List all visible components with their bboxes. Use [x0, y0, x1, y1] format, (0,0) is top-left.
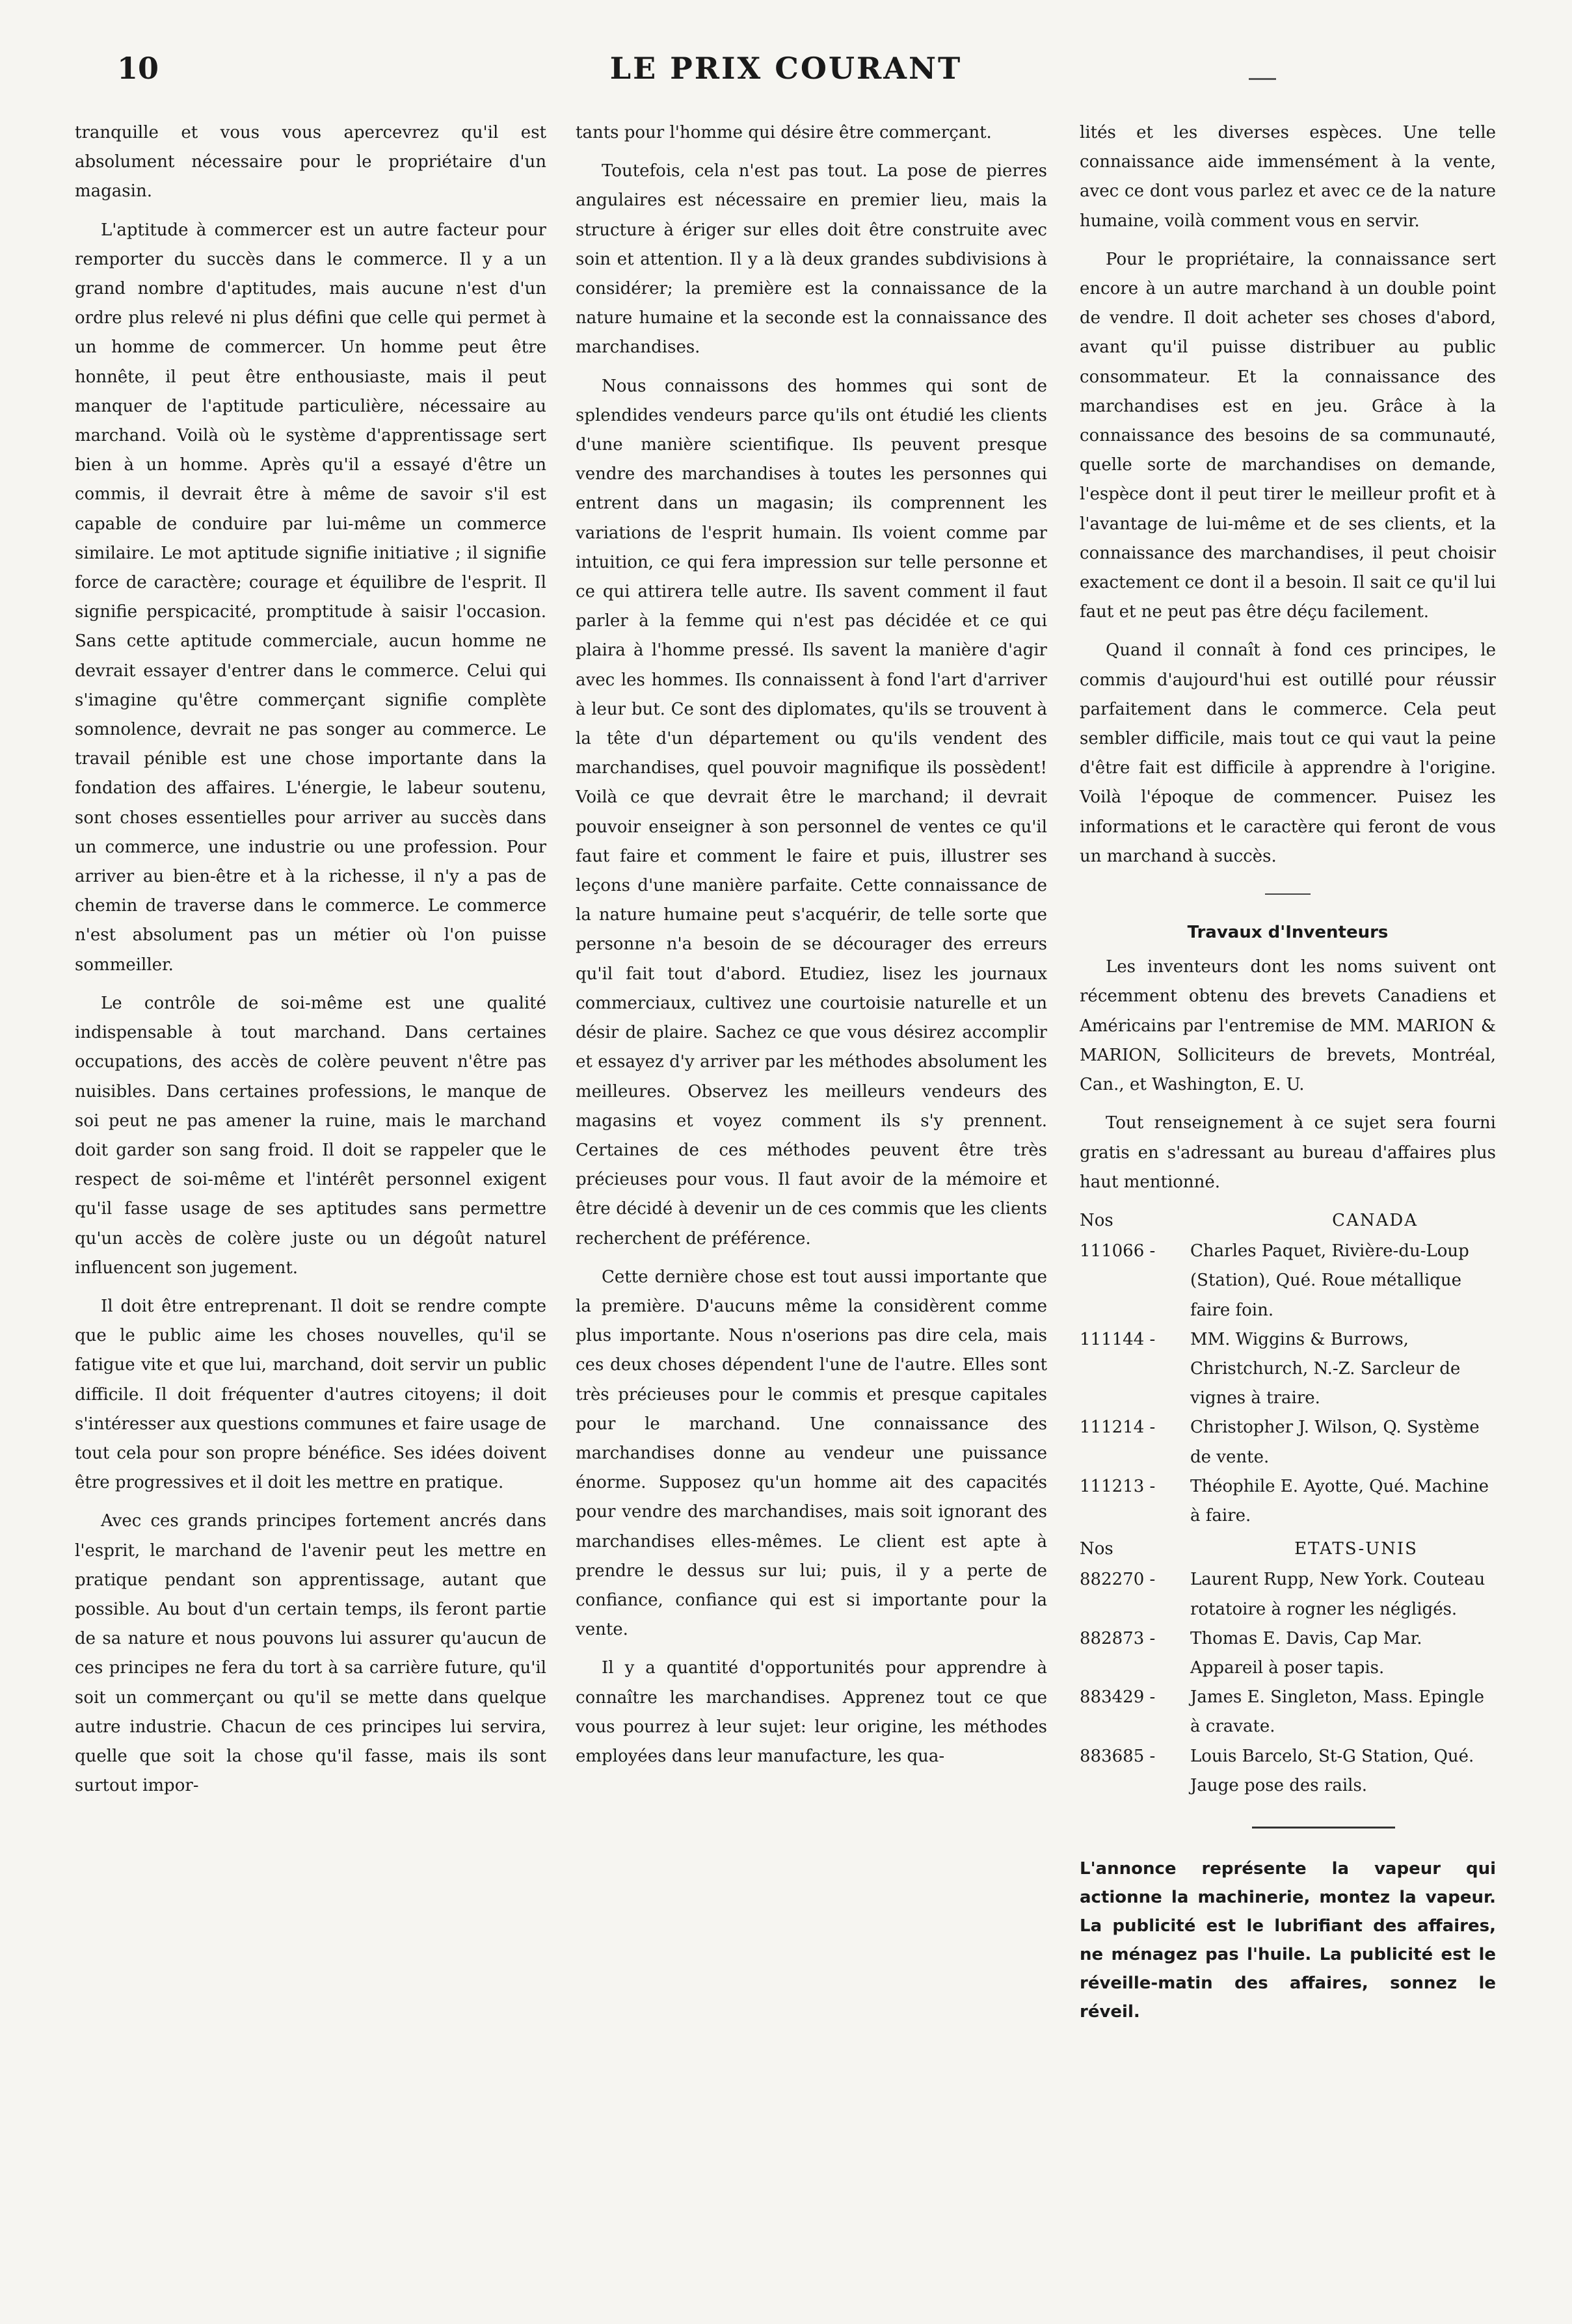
patent-text: Charles Paquet, Rivière-du-Loup (Station), Qué. Roue métallique faire foin. [1190, 1241, 1469, 1320]
patent-number: 111213 - [1080, 1476, 1156, 1496]
section-divider [1265, 893, 1311, 895]
patent-entry [1080, 1624, 1496, 1683]
patent-number: 883429 - [1080, 1687, 1156, 1708]
paragraph: Il y a quantité d'opportunités pour apprendre à connaître les marchandises. Apprenez tout ce que vous pourrez à leur sujet: leur origine, les méthodes employées dans leur manufacture, les qua- [576, 1658, 1047, 1766]
patent-entry [1080, 1683, 1496, 1741]
us-heading [1080, 1535, 1496, 1564]
patent-text: James E. Singleton, Mass. Epingle à cravate. [1190, 1687, 1485, 1737]
paragraph: Il doit être entreprenant. Il doit se rendre compte que le public aime les choses nouvelles, qu'il se fatigue vite et que lui, marchand, doit servir un public difficile. Il doit fréquenter d'autres citoyens; il doit s'intéresser aux questions communes et faire usage de tout cela pour son propre bénéfice. Ses idées doivent être progressives et il doit les mettre en pratique. [75, 1296, 546, 1493]
patent-text: MM. Wiggins & Burrows, Christchurch, N.-Z. Sarcleur de vignes à traire. [1190, 1329, 1461, 1408]
inventors-title: Travaux d'Inventeurs [1187, 923, 1389, 943]
patent-text: Laurent Rupp, New York. Couteau rotatoire à rogner les négligés. [1190, 1570, 1485, 1619]
patent-number: 882270 - [1080, 1570, 1156, 1590]
paragraph: tants pour l'homme qui désire être commerçant. [576, 123, 992, 142]
patent-text: Louis Barcelo, St-G Station, Qué. Jauge pose des rails. [1190, 1746, 1474, 1795]
paragraph: Nous connaissons des hommes qui sont de splendides vendeurs parce qu'ils ont étudié les clients d'une manière scientifique. Ils peuvent presque vendre des marchandises à toutes les personnes qui entrent dans un magasin; ils comprennent les variations de l'esprit humain. Ils voient comme par intuition, ce qui fera impression sur telle personne et ce qui attirera telle autre. Ils savent comment il faut parler à la femme qui n'est pas décidée et ce qui plaira à l'homme pressé. Ils savent la manière d'agir avec les hommes. Ils connaissent à fond l'art d'arriver à leur but. Ce sont des diplomates, qu'ils se trouvent à la tête d'un département ou qu'ils vendent des marchandises, quel pouvoir magnifique ils possèdent! Voilà ce que devrait être le marchand; il devrait pouvoir enseigner à son personnel de ventes ce qu'il faut faire et comment le faire et puis, illustrer ses leçons d'une manière parfaite. Cette connaissance de la nature humaine peut s'acquérir, de telle sorte que personne n'a besoin de se décourager des erreurs qu'il fait tout d'abord. Etudiez, lisez les journaux commerciaux, cultivez une courtoisie naturelle et un désir de plaire. Sachez ce que vous désirez accomplir et essayez d'y arriver par les méthodes absolument les meilleures. Observez les meilleurs vendeurs des magasins et voyez comment ils s'y prennent. Certaines de ces méthodes peuvent être très précieuses pour vous. Il faut avoir de la mémoire et être décidé à devenir un de ces commis que les clients recherchent de préférence. [576, 376, 1047, 1248]
patent-number: 111214 - [1080, 1418, 1156, 1438]
publication-title: LE PRIX COURANT [609, 51, 963, 86]
page-header [0, 51, 1572, 96]
patent-number: 882873 - [1080, 1628, 1156, 1648]
column-1 [75, 118, 546, 1810]
patent-number: 111144 - [1080, 1329, 1156, 1349]
patent-entry [1080, 1742, 1496, 1801]
patent-entry [1080, 1237, 1496, 1325]
inventors-note: Tout renseignement à ce sujet sera fourni gratis en s'adressant au bureau d'affaires plus haut mentionné. [1080, 1113, 1496, 1192]
paragraph: Pour le propriétaire, la connaissance sert encore à un autre marchand à un double point de vendre. Il doit acheter ses choses d'abord, avant qu'il puisse distribuer au public consommateur. Et la connaissance des marchandises est en jeu. Grâce à la connaissance des besoins de sa communauté, quelle sorte de marchandises on demande, l'espèce dont il peut tirer le meilleur profit et à l'avantage de lui-même et de ses clients, et la connaissance des marchandises, il peut choisir exactement ce dont il a besoin. Il sait ce qu'il lui faut et ne peut pas être déçu facilement. [1080, 249, 1496, 622]
inventors-section [1080, 918, 1496, 1801]
us-label: ETATS-UNIS [1294, 1539, 1418, 1559]
patent-entry [1080, 1413, 1496, 1472]
page-number: 10 [117, 51, 159, 86]
column-2 [576, 118, 1047, 1780]
inventors-intro: Les inventeurs dont les noms suivent ont récemment obtenu des brevets Canadiens et Américains par l'entremise de MM. MARION & MARION, Solliciteurs de brevets, Montréal, Can., et Washington, E. U. [1080, 957, 1496, 1095]
paragraph: tranquille et vous vous apercevrez qu'il est absolument nécessaire pour le propriétaire d'un magasin. [75, 123, 546, 202]
canada-label: CANADA [1332, 1210, 1418, 1230]
paragraph: Cette dernière chose est tout aussi importante que la première. D'aucuns même la considèrent comme plus importante. Nous n'oserions pas dire cela, mais ces deux choses dépendent l'une de l'autre. Elles sont très précieuses pour le commis et presque capitales pour le marchand. Une connaissance des marchandises donne au vendeur une puissance énorme. Supposez qu'un homme ait des capacités pour vendre des marchandises, mais soit ignorant des marchandises elles-mêmes. Le client est apte à prendre le dessus sur lui; puis, il y a perte de confiance, confiance qui est si importante pour la vente. [576, 1267, 1047, 1640]
patent-number: 111066 - [1080, 1241, 1156, 1261]
advertising-notice: L'annonce représente la vapeur qui actionne la machinerie, montez la vapeur. La publicité est le lubrifiant des affaires, ne ménagez pas l'huile. La publicité est le réveille-matin des affaires, sonnez le réveil. [1080, 1858, 1496, 2022]
patent-text: Christopher J. Wilson, Q. Système de vente. [1190, 1418, 1480, 1467]
nos-label: Nos [1080, 1210, 1113, 1230]
patent-text: Thomas E. Davis, Cap Mar. Appareil à poser tapis. [1190, 1628, 1422, 1678]
patent-text: Théophile E. Ayotte, Qué. Machine à faire. [1190, 1476, 1489, 1525]
header-dash [1249, 78, 1276, 80]
nos-label: Nos [1080, 1539, 1113, 1559]
patent-entry [1080, 1472, 1496, 1531]
paragraph: Toutefois, cela n'est pas tout. La pose de pierres angulaires est nécessaire en premier lieu, mais la structure à ériger sur elles doit être construite avec soin et attention. Il y a là deux grandes subdivisions à considérer; la première est la connaissance de la nature humaine et la seconde est la connaissance des marchandises. [576, 161, 1047, 358]
paragraph: lités et les diverses espèces. Une telle connaissance aide immensément à la vente, avec ce dont vous parlez et avec ce de la nature humaine, voilà comment vous en servir. [1080, 123, 1496, 231]
paragraph: Avec ces grands principes fortement ancrés dans l'esprit, le marchand de l'avenir peut les mettre en pratique pendant son apprentissage, autant que possible. Au bout d'un certain temps, ils feront partie de sa nature et nous pouvons lui assurer qu'aucun de ces principes ne fera du tort à sa carrière future, qu'il soit un commerçant ou qu'il se mette dans quelque autre industrie. Chacun de ces principes lui servira, quelle que soit la chose qu'il fasse, mais ils sont surtout impor- [75, 1511, 546, 1796]
patent-entry [1080, 1325, 1496, 1414]
section-divider [1252, 1827, 1395, 1829]
paragraph: L'aptitude à commercer est un autre facteur pour remporter du succès dans le commerce. Il y a un grand nombre d'aptitudes, mais aucune n'est d'un ordre plus relevé ni plus défini que celle qui permet à un homme de commercer. Un homme peut être honnête, il peut être enthousiaste, mais il peut manquer de l'aptitude particulière, nécessaire au marchand. Voilà où le système d'apprentissage sert bien à un homme. Après qu'il a essayé d'être un commis, il devrait être à même de savoir s'il est capable de conduire par lui-même un commerce similaire. Le mot aptitude signifie initiative ; il signifie force de caractère; courage et équilibre de l'esprit. Il signifie perspicacité, promptitude à saisir l'occasion. Sans cette aptitude commerciale, aucun homme ne devrait essayer d'entrer dans le commerce. Celui qui s'imagine qu'être commerçant signifie complète somnolence, devrait ne pas songer au commerce. Le travail pénible est une chose importante dans la fondation des affaires. L'énergie, le labeur soutenu, sont choses essentielles pour arriver au succès dans un commerce, une industrie ou une profession. Pour arriver au bien-être et à la richesse, il n'y a pas de chemin de traverse dans le commerce. Le commerce n'est absolument pas un métier où l'on puisse sommeiller. [75, 220, 546, 975]
patent-entry [1080, 1565, 1496, 1624]
column-3 [1080, 118, 1496, 2035]
paragraph: Quand il connaît à fond ces principes, le commis d'aujourd'hui est outillé pour réussir parfaitement dans le commerce. Cela peut sembler difficile, mais tout ce qui vaut la peine d'être fait est difficile à apprendre à l'origine. Voilà l'époque de commencer. Puisez les informations et le caractère qui feront de vous un marchand à succès. [1080, 640, 1496, 866]
canada-heading [1080, 1206, 1496, 1235]
patent-number: 883685 - [1080, 1746, 1156, 1766]
paragraph: Le contrôle de soi-même est une qualité indispensable à tout marchand. Dans certaines occupations, des accès de colère peuvent n'être pas nuisibles. Dans certaines professions, le manque de soi peut ne pas amener la ruine, mais le marchand doit garder son sang froid. Il doit se rappeler que le respect de soi-même et l'intérêt personnel exigent qu'il fasse usage de ses aptitudes sans permettre qu'un accès de colère juste ou un dégoût naturel influencent son jugement. [75, 993, 546, 1278]
